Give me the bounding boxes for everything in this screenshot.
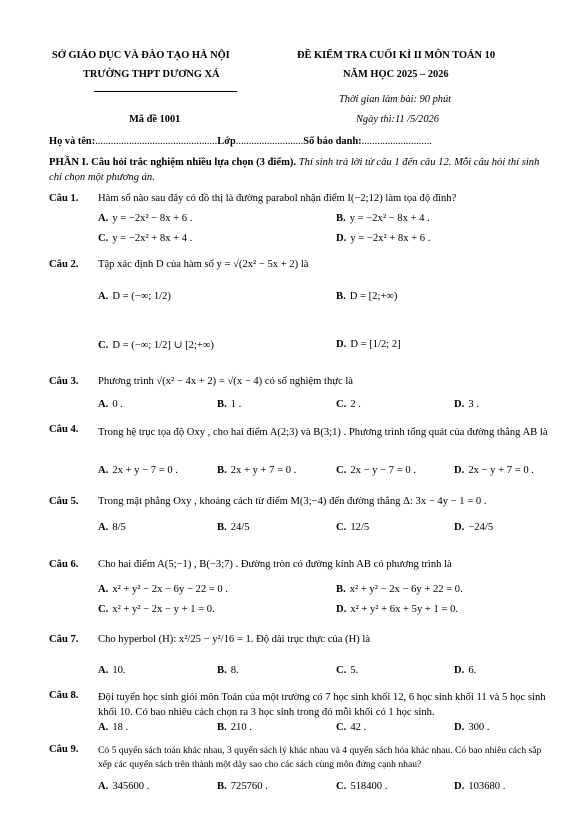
- option-letter: D.: [454, 522, 465, 533]
- option-letter: D.: [336, 233, 347, 244]
- option-text: 8/5: [112, 522, 126, 533]
- option-letter: B.: [217, 781, 227, 792]
- q9-text: Có 5 quyển sách toán khác nhau, 3 quyển sách lý khác nhau và 4 quyển sách hóa khác nhau. Có bao nhiêu cách sắp xếp các quyển sách trên thành một dãy sao cho các sách cùng môn đứng cạnh nhau?: [98, 745, 542, 770]
- q4-option-a[interactable]: [98, 465, 178, 476]
- option-text: x² + y² + 6x + 5y + 1 = 0.: [350, 604, 459, 615]
- q4-option-d[interactable]: [454, 465, 534, 476]
- option-text: x² + y² − 2x − 6y + 22 = 0.: [349, 584, 463, 595]
- q5-option-b[interactable]: [217, 522, 250, 533]
- exam-date: Ngày thi:11 /5/2026: [356, 114, 439, 125]
- q9-option-c[interactable]: [336, 781, 387, 792]
- option-letter: D.: [454, 665, 465, 676]
- q6-label: Câu 6.: [49, 559, 79, 570]
- option-letter: D.: [454, 465, 465, 476]
- option-text: 103680 .: [468, 781, 506, 792]
- option-letter: B.: [336, 213, 346, 224]
- option-text: 0 .: [112, 399, 123, 410]
- option-text: D = (−∞; 1/2] ∪ [2;+∞): [112, 340, 214, 351]
- option-letter: C.: [336, 665, 347, 676]
- school-underline: [94, 91, 237, 92]
- option-letter: D.: [336, 604, 347, 615]
- q3-option-a[interactable]: [98, 399, 123, 410]
- q2-option-a[interactable]: [98, 291, 171, 302]
- q3-text: Phương trình √(x² − 4x + 2) = √(x − 4) có số nghiệm thực là: [98, 376, 353, 387]
- option-text: 2x − y + 7 = 0 .: [468, 465, 534, 476]
- q5-option-a[interactable]: [98, 522, 126, 533]
- sbd-dots: ...........................: [361, 136, 432, 147]
- q8-option-d[interactable]: [454, 722, 490, 733]
- option-text: 5.: [350, 665, 359, 676]
- option-letter: A.: [98, 213, 109, 224]
- option-letter: C.: [336, 722, 347, 733]
- q9-option-d[interactable]: [454, 781, 505, 792]
- name-dots: ...............................................: [95, 136, 218, 147]
- q9-option-a[interactable]: [98, 781, 149, 792]
- q4-label: Câu 4.: [49, 424, 79, 435]
- option-text: D = [2;+∞): [349, 291, 398, 302]
- q6-text: Cho hai điểm A(5;−1) , B(−3;7) . Đường tròn có đường kính AB có phương trình là: [98, 559, 452, 570]
- option-letter: A.: [98, 291, 109, 302]
- option-letter: A.: [98, 722, 109, 733]
- q2-label: Câu 2.: [49, 259, 79, 270]
- q6-option-d[interactable]: [336, 604, 458, 615]
- q2-text: Tập xác định D của hàm số y = √(2x² − 5x + 2) là: [98, 259, 309, 270]
- option-letter: C.: [98, 604, 109, 615]
- q8-label: Câu 8.: [49, 690, 79, 701]
- q5-label: Câu 5.: [49, 496, 79, 507]
- option-text: 518400 .: [350, 781, 388, 792]
- q4-text: Trong hệ trục tọa độ Oxy , cho hai điểm A(2;3) và B(3;1) . Phương trình tổng quát của đường thẳng AB là: [98, 427, 548, 438]
- option-letter: B.: [217, 665, 227, 676]
- option-text: y = −2x² − 8x + 4 .: [349, 213, 430, 224]
- option-text: 3 .: [468, 399, 479, 410]
- option-text: D = (−∞; 1/2): [112, 291, 171, 302]
- q4-option-c[interactable]: [336, 465, 416, 476]
- option-text: 6.: [468, 665, 477, 676]
- option-letter: D.: [336, 339, 347, 350]
- option-letter: A.: [98, 465, 109, 476]
- option-letter: B.: [217, 722, 227, 733]
- option-text: 24/5: [230, 522, 250, 533]
- q5-option-c[interactable]: [336, 522, 369, 533]
- option-letter: C.: [336, 781, 347, 792]
- q1-text: Hàm số nào sau đây có đồ thị là đường parabol nhận điểm I(−2;12) làm tọa độ đỉnh?: [98, 193, 457, 204]
- option-letter: C.: [336, 522, 347, 533]
- option-text: 210 .: [230, 722, 252, 733]
- option-text: D = [1/2; 2]: [350, 339, 401, 350]
- option-text: 1 .: [230, 399, 242, 410]
- option-text: 2x + y + 7 = 0 .: [230, 465, 297, 476]
- option-letter: B.: [217, 465, 227, 476]
- q5-option-d[interactable]: [454, 522, 493, 533]
- option-letter: A.: [98, 584, 109, 595]
- part1-instruction: Thí sinh trả lời từ câu 1 đến câu 12. Mỗi câu hỏi thí sinh chỉ chọn một phương án.: [49, 157, 540, 183]
- q7-option-c[interactable]: [336, 665, 358, 676]
- student-info-line: [49, 136, 432, 147]
- q8-option-a[interactable]: [98, 722, 128, 733]
- option-letter: D.: [454, 722, 465, 733]
- option-letter: B.: [217, 399, 227, 410]
- option-letter: A.: [98, 665, 109, 676]
- q9-option-b[interactable]: [217, 781, 268, 792]
- q3-option-b[interactable]: [217, 399, 241, 410]
- option-text: 10.: [112, 665, 126, 676]
- q6-option-a[interactable]: [98, 584, 228, 595]
- option-letter: A.: [98, 522, 109, 533]
- q1-label: Câu 1.: [49, 193, 79, 204]
- option-text: 345600 .: [112, 781, 150, 792]
- q3-option-d[interactable]: [454, 399, 479, 410]
- sbd-label: Số báo danh:: [303, 136, 362, 147]
- option-letter: C.: [336, 465, 347, 476]
- exam-code: Mã đề 1001: [129, 114, 181, 125]
- option-letter: D.: [454, 781, 465, 792]
- option-letter: A.: [98, 399, 109, 410]
- q1-option-a[interactable]: [98, 213, 192, 224]
- class-label: Lớp: [217, 136, 236, 147]
- option-text: x² + y² − 2x − y + 1 = 0.: [112, 604, 215, 615]
- option-letter: B.: [336, 291, 346, 302]
- option-text: 42 .: [350, 722, 367, 733]
- option-text: 2 .: [350, 399, 361, 410]
- school-year: NĂM HỌC 2025 – 2026: [343, 69, 449, 80]
- option-text: −24/5: [468, 522, 494, 533]
- q6-option-b[interactable]: [336, 584, 463, 595]
- part1-title: PHẦN I. Câu hỏi trắc nghiệm nhiều lựa chọn (3 điểm).: [49, 157, 297, 168]
- q1-option-c[interactable]: [98, 233, 192, 244]
- option-text: 300 .: [468, 722, 490, 733]
- option-text: x² + y² − 2x − 6y − 22 = 0 .: [112, 584, 228, 595]
- option-letter: B.: [336, 584, 346, 595]
- part1-header: [49, 155, 549, 185]
- q6-option-c[interactable]: [98, 604, 215, 615]
- q2-option-b[interactable]: [336, 291, 397, 302]
- option-text: y = −2x² + 8x + 6 .: [350, 233, 431, 244]
- option-letter: D.: [454, 399, 465, 410]
- q7-label: Câu 7.: [49, 634, 79, 645]
- q1-option-d[interactable]: [336, 233, 430, 244]
- option-text: y = −2x² − 8x + 6 .: [112, 213, 193, 224]
- q7-option-d[interactable]: [454, 665, 476, 676]
- q2-option-d[interactable]: [336, 339, 401, 350]
- q1-option-b[interactable]: [336, 213, 430, 224]
- option-letter: C.: [98, 340, 109, 351]
- q3-option-c[interactable]: [336, 399, 361, 410]
- class-dots: ..........................: [235, 136, 304, 147]
- option-text: 725760 .: [230, 781, 268, 792]
- name-label: Họ và tên:: [49, 136, 96, 147]
- school-name: TRƯỜNG THPT DƯƠNG XÁ: [83, 69, 220, 80]
- q3-label: Câu 3.: [49, 376, 79, 387]
- q4-option-b[interactable]: [217, 465, 296, 476]
- option-text: y = −2x² + 8x + 4 .: [112, 233, 193, 244]
- q8-option-b[interactable]: [217, 722, 252, 733]
- q2-option-c[interactable]: [98, 339, 214, 351]
- exam-duration: Thời gian làm bài: 90 phút: [339, 94, 452, 105]
- option-text: 2x + y − 7 = 0 .: [112, 465, 178, 476]
- q9-label: Câu 9.: [49, 744, 79, 755]
- q8-option-c[interactable]: [336, 722, 366, 733]
- q5-text: Trong mặt phẳng Oxy , khoảng cách từ điểm M(3;−4) đến đường thẳng Δ: 3x − 4y − 1 = 0 .: [98, 496, 487, 507]
- option-text: 2x − y − 7 = 0 .: [350, 465, 416, 476]
- option-letter: B.: [217, 522, 227, 533]
- option-text: 8.: [230, 665, 239, 676]
- option-text: 12/5: [350, 522, 370, 533]
- option-text: 18 .: [112, 722, 129, 733]
- option-letter: C.: [336, 399, 347, 410]
- q8-text: Đội tuyển học sinh giỏi môn Toán của một trường có 7 học sinh khối 12, 6 học sinh khối 11 và 5 học sinh khối 10. Có bao nhiêu cách chọn ra 3 học sinh trong đó mỗi khối có 1 học sinh.: [98, 692, 546, 718]
- dept-name: SỞ GIÁO DỤC VÀ ĐÀO TẠO HÀ NỘI: [52, 50, 230, 61]
- q7-option-b[interactable]: [217, 665, 239, 676]
- option-letter: A.: [98, 781, 109, 792]
- exam-title: ĐỀ KIỂM TRA CUỐI KÌ II MÔN TOÁN 10: [297, 50, 496, 61]
- q7-text: Cho hyperbol (H): x²/25 − y²/16 = 1. Độ dài trục thực của (H) là: [98, 634, 371, 645]
- q7-option-a[interactable]: [98, 665, 126, 676]
- option-letter: C.: [98, 233, 109, 244]
